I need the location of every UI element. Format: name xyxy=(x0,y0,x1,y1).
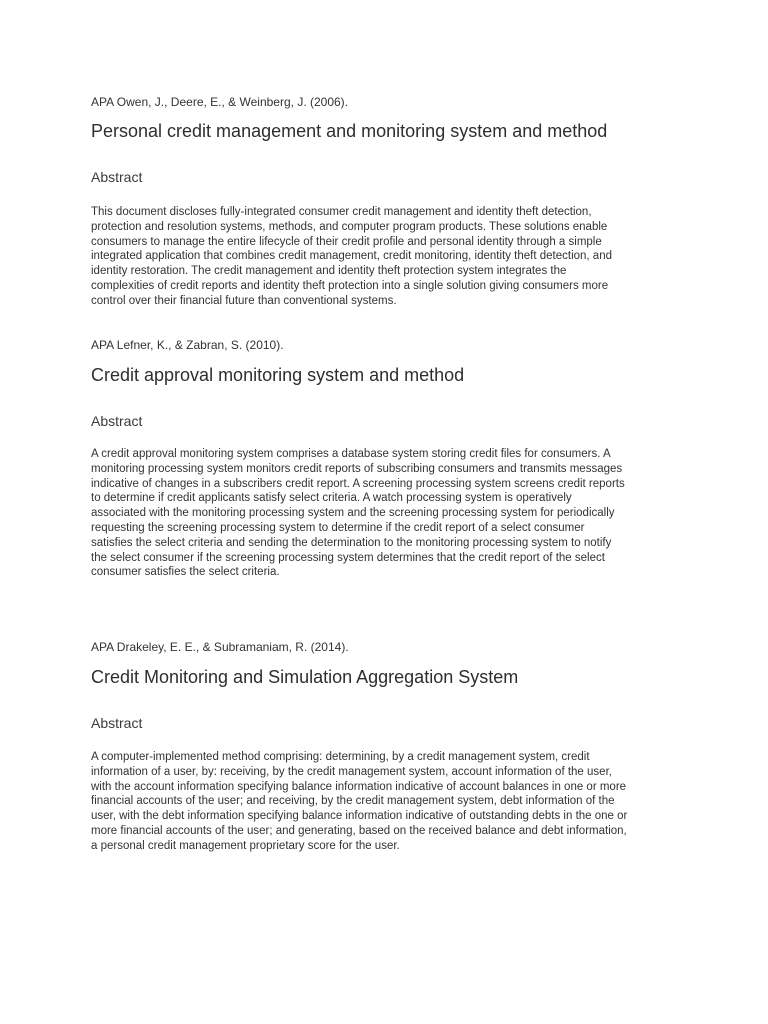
abstract-line: integrated application that combines credit management, credit monitoring, identity theft detection, and xyxy=(91,250,612,263)
abstract-line: user, with the debt information specifying balance information indicative of outstanding debts in the one or xyxy=(91,810,628,823)
title-1: Personal credit management and monitoring system and method xyxy=(91,121,608,141)
abstract-line: associated with the monitoring processing system and the screening processing system for periodically xyxy=(91,507,615,520)
abstract-line: complexities of credit reports and identity theft protection into a single solution giving consumers more xyxy=(91,279,609,292)
abstract-line: satisfies the select criteria and sending the determination to the monitoring processing system to notify xyxy=(91,536,612,549)
abstract-line: indicative of changes in a subscribers credit report. A screening processing system screens credit reports xyxy=(91,477,625,490)
abstract-line: financial accounts of the user; and receiving, by the credit management system, debt information of the xyxy=(91,795,615,808)
abstract-line: control over their financial future than conventional systems. xyxy=(91,294,397,307)
abstract-heading-1: Abstract xyxy=(91,169,143,185)
abstract-line: A credit approval monitoring system comprises a database system storing credit files for consumers. A xyxy=(91,448,611,460)
abstract-line: monitoring processing system monitors credit reports of subscribing consumers and transmits messages xyxy=(91,462,623,475)
abstract-line: with the account information specifying balance information indicative of account balances in one or more xyxy=(91,780,627,793)
citation-2: APA Lefner, K., & Zabran, S. (2010). xyxy=(91,338,284,352)
title-2: Credit approval monitoring system and method xyxy=(91,365,465,385)
citation-3: APA Drakeley, E. E., & Subramaniam, R. (2014). xyxy=(91,640,349,654)
abstract-line: This document discloses fully-integrated consumer credit management and identity theft detection, xyxy=(91,206,592,218)
abstract-heading-2: Abstract xyxy=(91,413,143,429)
abstract-line: A computer-implemented method comprising: determining, by a credit management system, credit xyxy=(91,751,590,763)
abstract-line: requesting the screening processing system to determine if the credit report of a select consumer xyxy=(91,521,585,534)
abstract-heading-3: Abstract xyxy=(91,715,143,731)
title-3: Credit Monitoring and Simulation Aggregation System xyxy=(91,667,519,687)
citation-1: APA Owen, J., Deere, E., & Weinberg, J. (2006). xyxy=(91,95,349,109)
abstract-line: consumer satisfies the select criteria. xyxy=(91,566,280,579)
abstract-body-3 xyxy=(91,750,691,854)
abstract-line: to determine if credit applicants satisfy select criteria. A watch processing system is operatively xyxy=(91,492,572,505)
abstract-line: identity restoration. The credit management and identity theft protection system integrates the xyxy=(91,265,567,278)
abstract-line: information of a user, by: receiving, by the credit management system, account information of the user, xyxy=(91,765,612,778)
abstract-line: protection and resolution systems, methods, and computer program products. These solutions enable xyxy=(91,220,608,233)
abstract-line: more financial accounts of the user; and generating, based on the received balance and debt information, xyxy=(91,824,627,837)
abstract-line: consumers to manage the entire lifecycle of their credit profile and personal identity through a simple xyxy=(91,235,602,248)
abstract-line: a personal credit management proprietary score for the user. xyxy=(91,839,400,852)
abstract-line: the select consumer if the screening processing system determines that the credit report of the select xyxy=(91,551,605,564)
abstract-body-2 xyxy=(91,447,691,580)
abstract-body-1 xyxy=(91,205,691,309)
